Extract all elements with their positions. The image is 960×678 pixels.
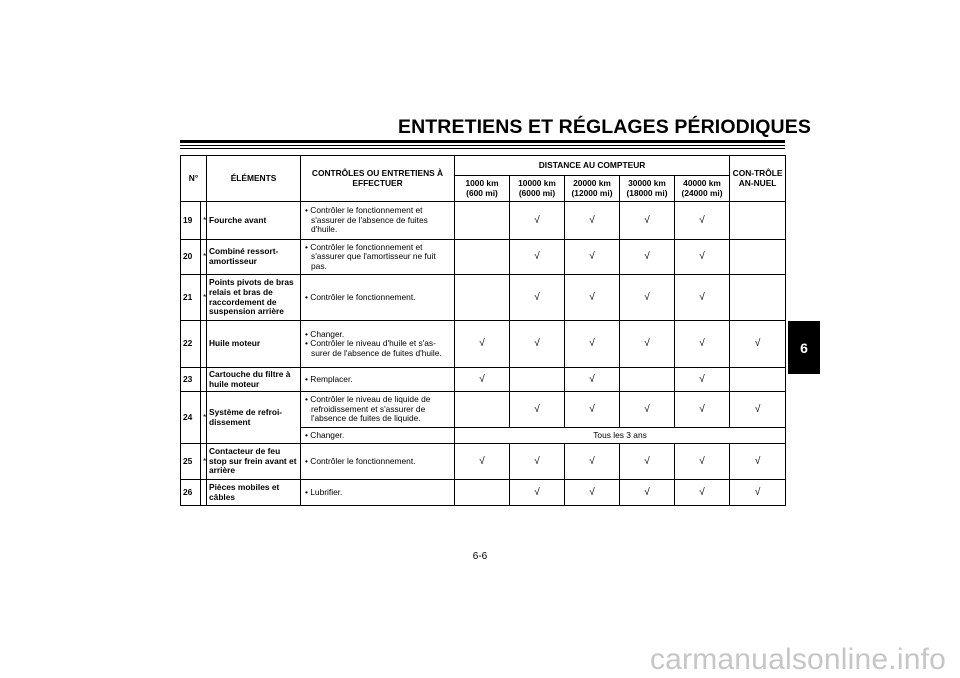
check-mark: √ <box>730 480 786 506</box>
check-mark: √ <box>455 321 510 368</box>
row-star: * <box>201 444 207 480</box>
check-mark <box>455 240 510 275</box>
row-item: Cartouche du filtre à huile moteur <box>207 368 301 392</box>
row-checks: • Contrôler le fonctionnement et s'assurer de l'absence de fuites d'huile. <box>301 202 455 240</box>
row-number: 23 <box>181 368 201 392</box>
check-mark: √ <box>675 275 730 321</box>
check-mark: √ <box>675 392 730 428</box>
check-mark <box>730 275 786 321</box>
row-checks: • Changer. <box>301 428 455 444</box>
row-number: 25 <box>181 444 201 480</box>
check-mark: √ <box>675 240 730 275</box>
table-row <box>181 275 786 321</box>
check-mark <box>730 368 786 392</box>
table-row <box>181 368 786 392</box>
watermark: carmanualsonline.info <box>649 643 946 676</box>
page-title: ENTRETIENS ET RÉGLAGES PÉRIODIQUES <box>398 116 811 138</box>
check-mark <box>730 240 786 275</box>
row-star: * <box>201 275 207 321</box>
table-row <box>181 240 786 275</box>
table-row <box>181 321 786 368</box>
check-mark: √ <box>510 240 565 275</box>
header-checks: CONTRÔLES OU ENTRETIENS À EFFECTUER <box>301 156 455 202</box>
row-number: 24 <box>181 392 201 444</box>
header-distance: DISTANCE AU COMPTEUR <box>455 156 730 176</box>
distance-header: 30000 km (18000 mi) <box>620 176 675 202</box>
row-number: 22 <box>181 321 201 368</box>
row-item: Contacteur de feu stop sur frein avant et arrière <box>207 444 301 480</box>
row-item: Système de refroi-dissement <box>207 392 301 444</box>
table-row <box>181 392 786 428</box>
check-mark: √ <box>510 392 565 428</box>
check-mark: √ <box>730 444 786 480</box>
interval-text: Tous les 3 ans <box>455 428 786 444</box>
check-mark: √ <box>730 321 786 368</box>
row-number: 21 <box>181 275 201 321</box>
check-mark: √ <box>565 321 620 368</box>
row-item: Huile moteur <box>207 321 301 368</box>
check-mark: √ <box>675 202 730 240</box>
check-mark: √ <box>620 480 675 506</box>
row-number: 19 <box>181 202 201 240</box>
check-mark: √ <box>675 321 730 368</box>
check-mark: √ <box>565 368 620 392</box>
check-mark: √ <box>510 480 565 506</box>
row-checks: • Lubrifier. <box>301 480 455 506</box>
check-mark: √ <box>620 202 675 240</box>
row-checks: • Contrôler le fonctionnement. <box>301 444 455 480</box>
check-mark: √ <box>565 444 620 480</box>
check-mark: √ <box>455 368 510 392</box>
check-mark <box>510 368 565 392</box>
check-mark: √ <box>620 444 675 480</box>
check-mark: √ <box>510 202 565 240</box>
row-star: * <box>201 240 207 275</box>
header-annual: CON-TRÔLE AN-NUEL <box>730 156 786 202</box>
maintenance-table <box>180 155 786 506</box>
row-checks: • Contrôler le fonctionnement et s'assurer que l'amortisseur ne fuit pas. <box>301 240 455 275</box>
check-mark: √ <box>565 240 620 275</box>
row-number: 26 <box>181 480 201 506</box>
row-checks: • Contrôler le fonctionnement. <box>301 275 455 321</box>
header-no: N° <box>181 156 207 202</box>
row-item: Pièces mobiles et câbles <box>207 480 301 506</box>
check-mark: √ <box>620 275 675 321</box>
title-rule-thin <box>180 148 785 149</box>
chapter-tab[interactable]: 6 <box>788 321 820 374</box>
table-row <box>181 202 786 240</box>
check-mark: √ <box>620 240 675 275</box>
check-mark: √ <box>510 321 565 368</box>
distance-header: 40000 km (24000 mi) <box>675 176 730 202</box>
check-mark <box>620 368 675 392</box>
check-mark: √ <box>455 444 510 480</box>
table-row <box>181 480 786 506</box>
row-item: Fourche avant <box>207 202 301 240</box>
check-mark: √ <box>565 202 620 240</box>
title-rule-thin <box>180 145 785 146</box>
check-mark <box>455 480 510 506</box>
check-mark: √ <box>675 444 730 480</box>
distance-header: 20000 km (12000 mi) <box>565 176 620 202</box>
check-mark: √ <box>730 392 786 428</box>
check-mark: √ <box>675 480 730 506</box>
page-number: 6-6 <box>472 551 488 562</box>
row-star: * <box>201 202 207 240</box>
distance-header: 10000 km (6000 mi) <box>510 176 565 202</box>
header-items: ÉLÉMENTS <box>207 156 301 202</box>
table-row <box>181 444 786 480</box>
check-mark: √ <box>510 275 565 321</box>
title-rule-thick <box>180 140 785 143</box>
check-mark: √ <box>620 392 675 428</box>
check-mark <box>455 275 510 321</box>
check-mark: √ <box>565 275 620 321</box>
row-star: * <box>201 392 207 444</box>
check-mark <box>455 202 510 240</box>
check-mark: √ <box>565 392 620 428</box>
row-item: Points pivots de bras relais et bras de raccordement de suspension arrière <box>207 275 301 321</box>
distance-header: 1000 km (600 mi) <box>455 176 510 202</box>
check-mark <box>455 392 510 428</box>
check-mark <box>730 202 786 240</box>
check-mark: √ <box>675 368 730 392</box>
row-checks: • Contrôler le niveau de liquide de refroidissement et s'assurer de l'absence de fuites de liquide. <box>301 392 455 428</box>
check-mark: √ <box>620 321 675 368</box>
check-mark: √ <box>565 480 620 506</box>
row-number: 20 <box>181 240 201 275</box>
row-item: Combiné ressort-amortisseur <box>207 240 301 275</box>
check-mark: √ <box>510 444 565 480</box>
row-checks: • Remplacer. <box>301 368 455 392</box>
row-checks: • Changer. • Contrôler le niveau d'huile et s'as-surer de l'absence de fuites d'huile. <box>301 321 455 368</box>
